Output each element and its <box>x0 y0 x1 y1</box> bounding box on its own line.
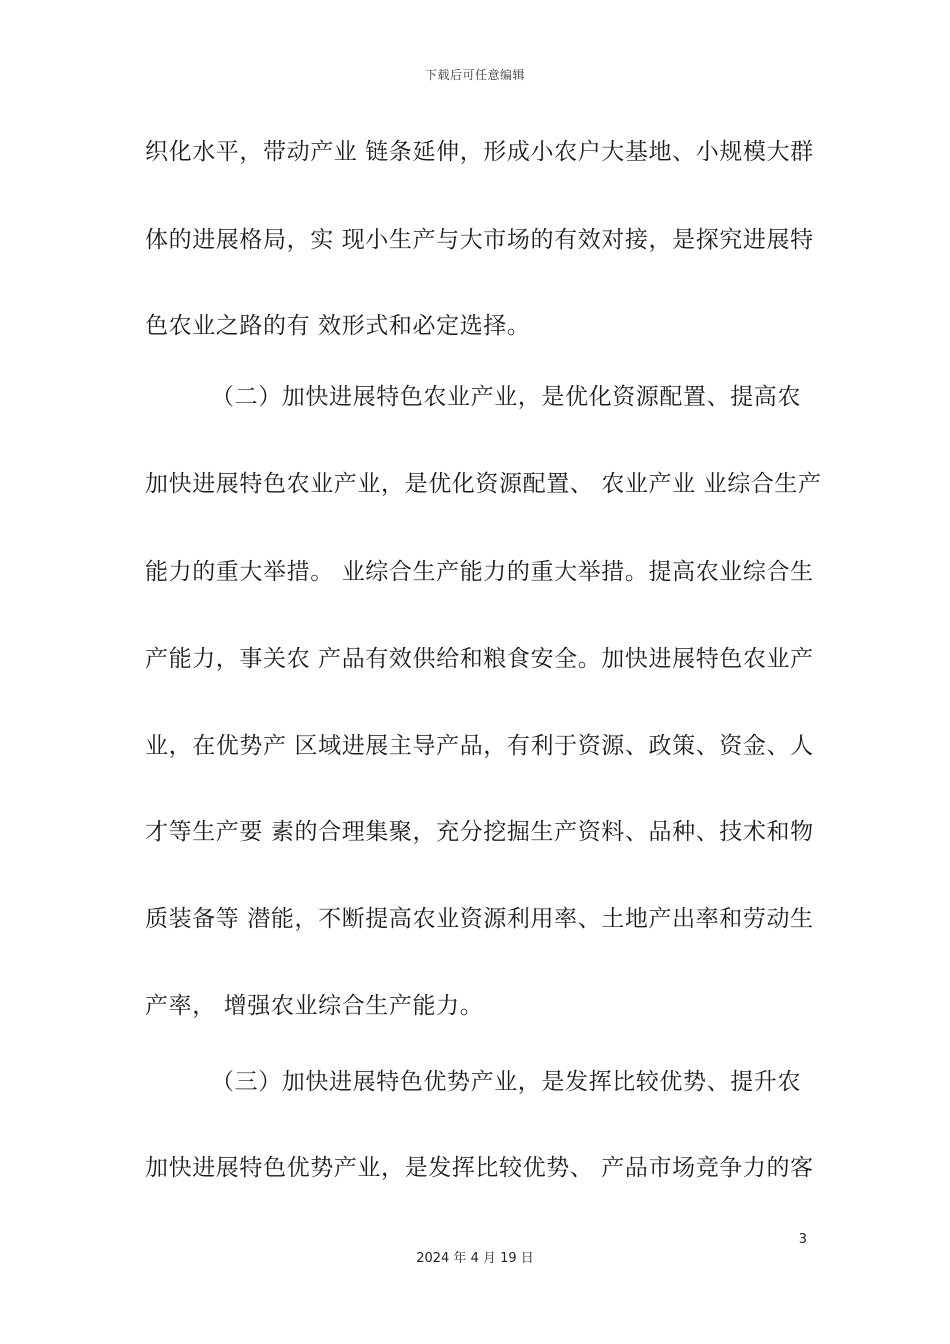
paragraph-line: 加快进展特色优势产业，是发挥比较优势、 产品市场竞争力的客 <box>145 1155 814 1181</box>
paragraph-line: 才等生产要 素的合理集聚，充分挖掘生产资料、品种、技术和物 <box>145 819 814 845</box>
paragraph-line: 质装备等 潜能，不断提高农业资源利用率、土地产出率和劳动生 <box>145 906 814 932</box>
paragraph-line: 体的进展格局，实 现小生产与大市场的有效对接，是探究进展特 <box>145 227 814 253</box>
paragraph-line: 色农业之路的有 效形式和必定选择。 <box>145 313 531 339</box>
footer-date: 2024 年 4 月 19 日 <box>416 1251 534 1266</box>
paragraph-line: 加快进展特色农业产业，是优化资源配置、 农业产业 业综合生产 <box>145 471 822 497</box>
paragraph-line: 能力的重大举措。 业综合生产能力的重大举措。提高农业综合生 <box>145 559 814 585</box>
paragraph-line: 业，在优势产 区域进展主导产品，有利于资源、政策、资金、人 <box>145 733 814 759</box>
paragraph-line: 织化水平，带动产业 链条延伸，形成小农户大基地、小规模大群 <box>145 139 814 165</box>
page-number: 3 <box>798 1232 807 1247</box>
section-heading-line: （三）加快进展特色优势产业，是发挥比较优势、提升农 <box>211 1069 801 1095</box>
paragraph-line: 产能力，事关农 产品有效供给和粮食安全。加快进展特色农业产 <box>145 646 814 672</box>
section-heading-line: （二）加快进展特色农业产业，是优化资源配置、提高农 <box>211 384 801 410</box>
header-note: 下载后可任意编辑 <box>424 68 525 82</box>
paragraph-line: 产率， 增强农业综合生产能力。 <box>145 993 484 1019</box>
